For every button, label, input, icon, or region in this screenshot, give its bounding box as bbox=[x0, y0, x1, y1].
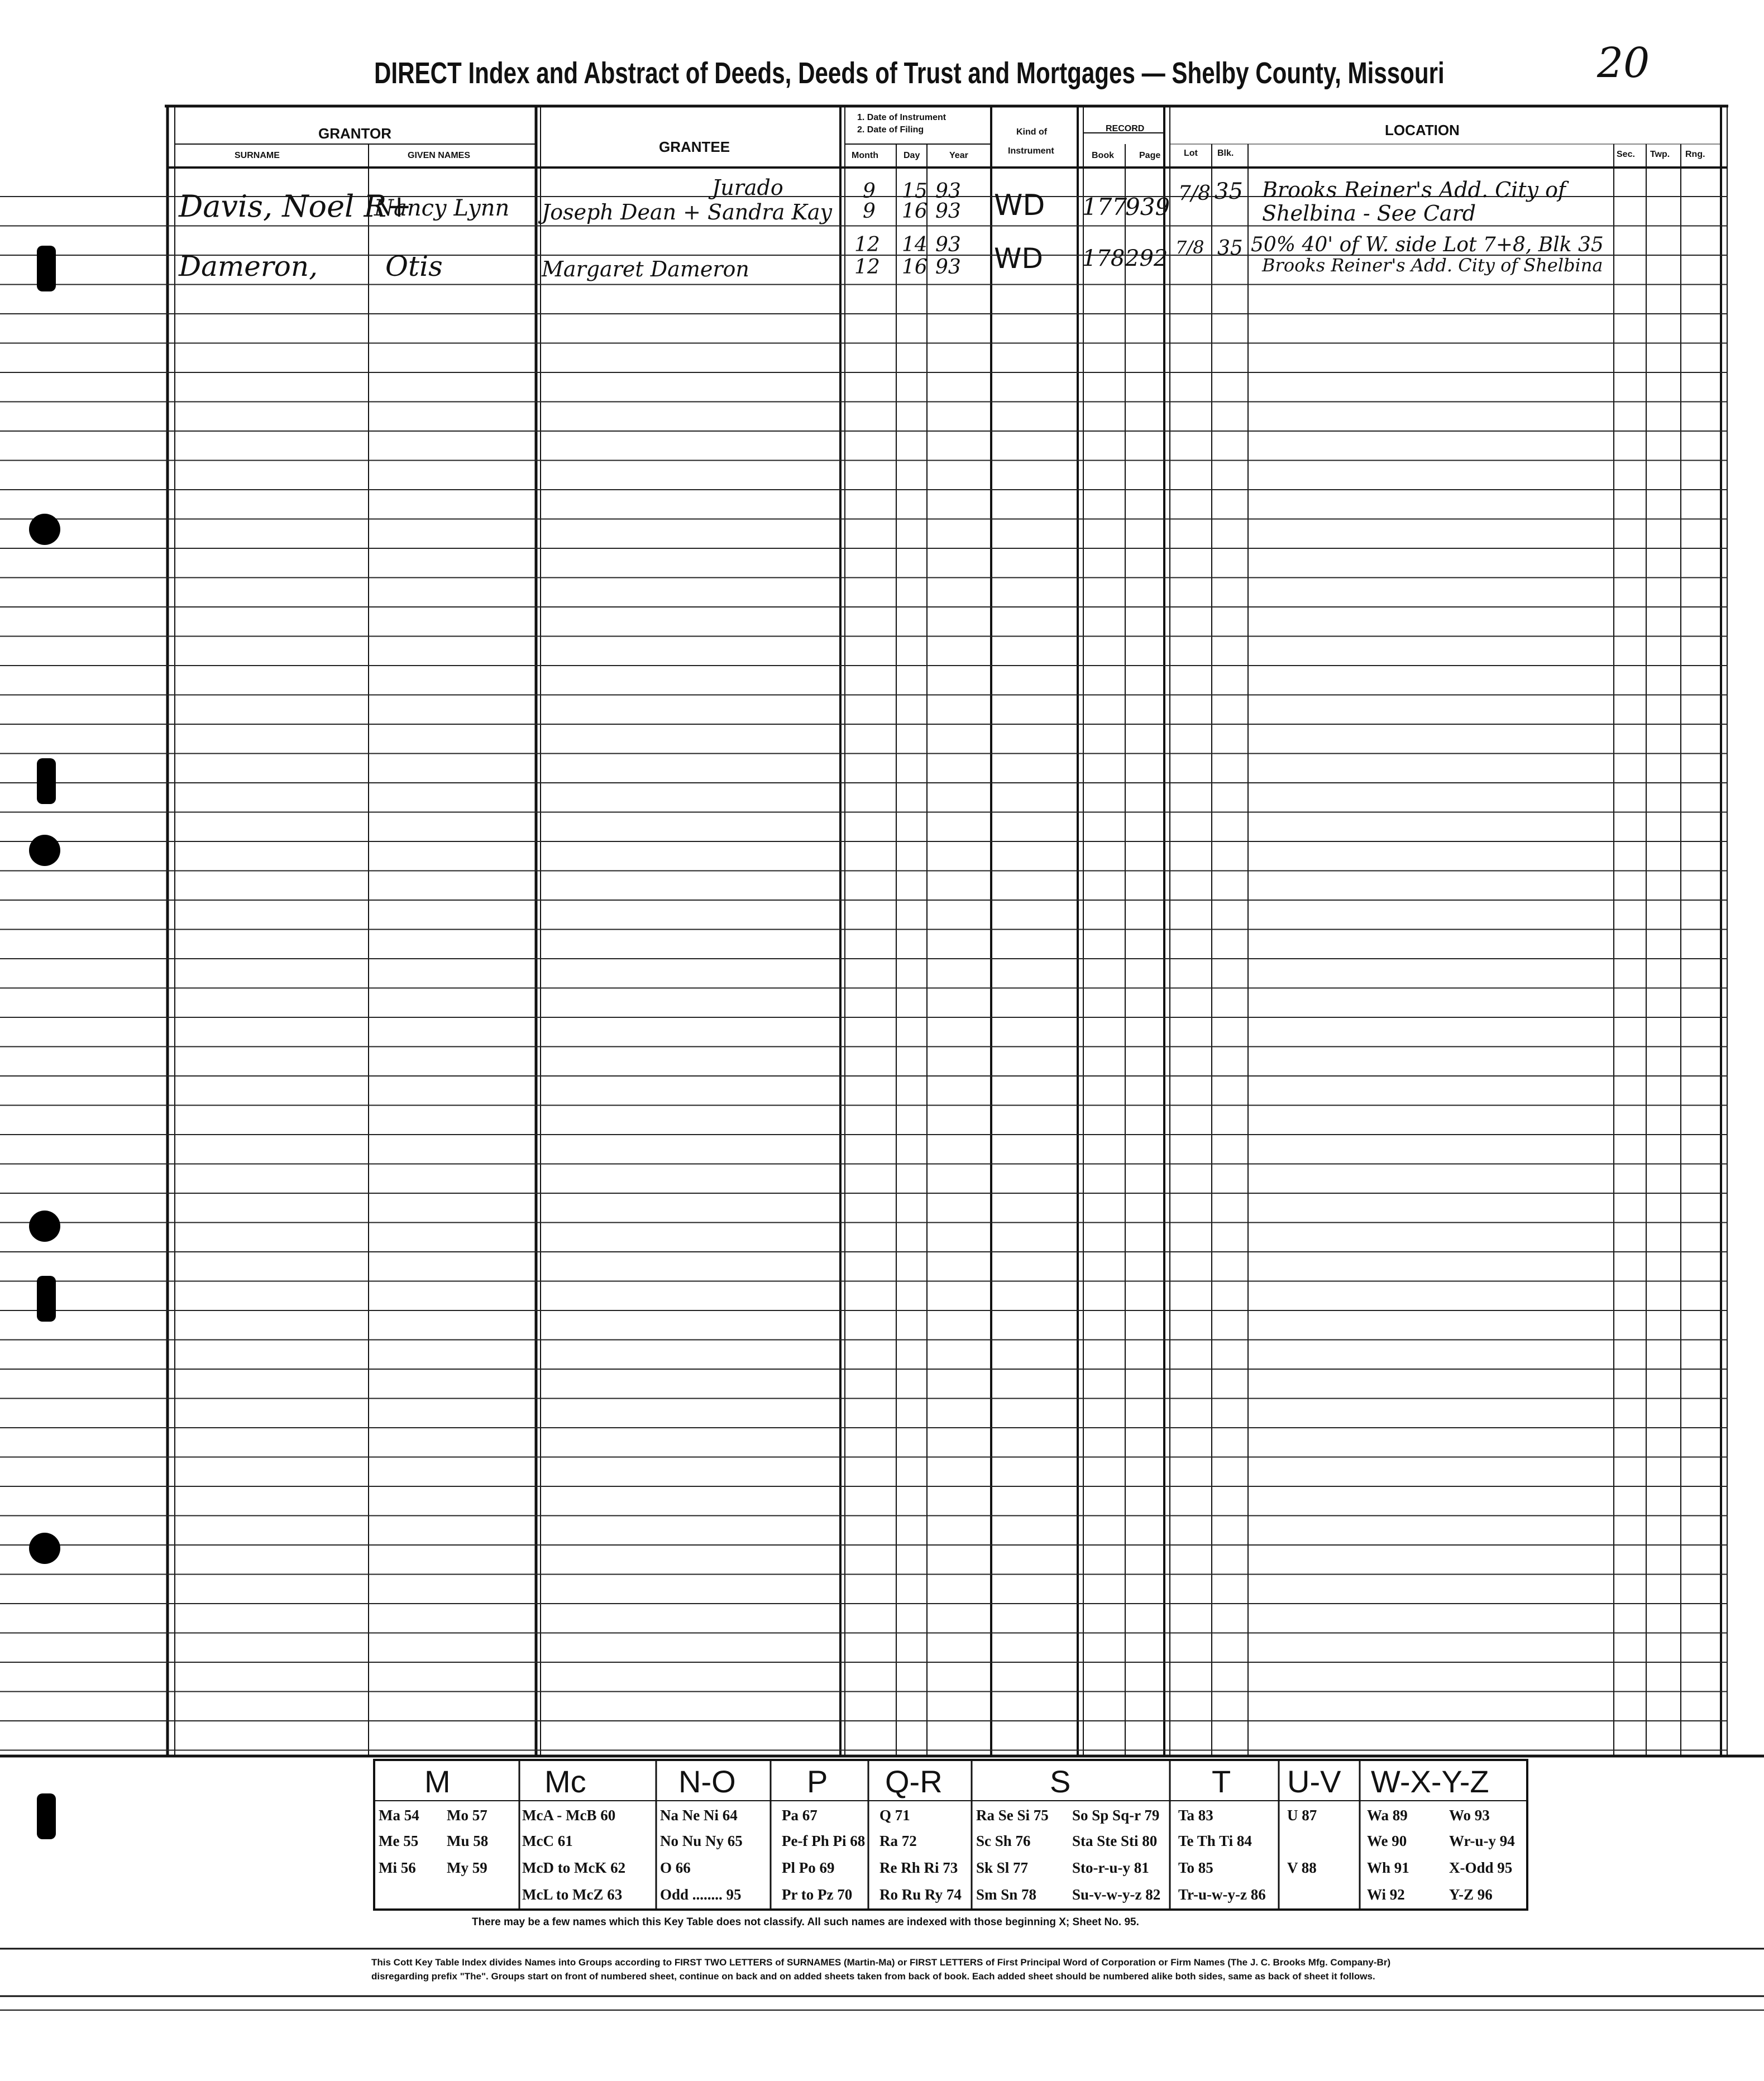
key-table-cell: Sm Sn 78 bbox=[976, 1886, 1037, 1903]
entry-day-instrument: 15 bbox=[902, 180, 928, 203]
key-letter-group: N-O bbox=[678, 1764, 736, 1799]
key-table-cell: Mo 57 bbox=[447, 1807, 487, 1824]
footer-line-1: This Cott Key Table Index divides Names into Groups according to FIRST TWO LETTERS of SURNAMES (Martin-Ma) or FIRST LETTERS of First Principal Word of Corporation or Firm Names (The J. C. Brooks Mfg. Company-Br) bbox=[371, 1957, 1391, 1968]
key-table-note: There may be a few names which this Key Table does not classify. All such names are indexed with those beginning X; Sheet No. 95. bbox=[472, 1916, 1139, 1928]
key-table-cell: Mu 58 bbox=[447, 1833, 489, 1849]
binder-hole bbox=[37, 758, 56, 804]
key-table-cell: Pe-f Ph Pi 68 bbox=[782, 1833, 866, 1849]
binder-hole bbox=[37, 246, 56, 291]
header-record: RECORD bbox=[1106, 124, 1145, 133]
entry-grantee: Joseph Dean + Sandra Kay bbox=[542, 200, 832, 224]
entry-page: 292 bbox=[1125, 246, 1168, 271]
entry-year-filing: 93 bbox=[935, 200, 961, 223]
key-table-cell: U 87 bbox=[1287, 1807, 1317, 1824]
key-table-cell: Ma 54 bbox=[379, 1807, 419, 1824]
key-table-cell: McD to McK 62 bbox=[522, 1859, 626, 1876]
key-letter-group: S bbox=[1050, 1764, 1071, 1799]
entry-surname: Dameron, bbox=[179, 250, 318, 283]
header-year: Year bbox=[949, 151, 968, 160]
key-table-cell: Wi 92 bbox=[1367, 1886, 1405, 1903]
header-blk: Blk. bbox=[1217, 149, 1234, 158]
key-table-cell: Sk Sl 77 bbox=[976, 1859, 1029, 1876]
entry-location-line1: Brooks Reiner's Add. City of bbox=[1262, 178, 1566, 202]
header-day: Day bbox=[903, 151, 920, 160]
header-given-names: GIVEN NAMES bbox=[408, 151, 471, 160]
entry-year-instrument: 93 bbox=[935, 180, 961, 203]
key-letter-group: U-V bbox=[1287, 1764, 1341, 1799]
entry-kind: WD bbox=[994, 189, 1045, 222]
key-table-cell: McA - McB 60 bbox=[522, 1807, 616, 1824]
header-date-filing: 2. Date of Filing bbox=[857, 125, 924, 135]
page-title: DIRECT Index and Abstract of Deeds, Deeds of Trust and Mortgages — Shelby County, Missouri bbox=[374, 56, 1445, 90]
entry-book: 177 bbox=[1082, 193, 1127, 221]
entry-month-instrument: 12 bbox=[854, 233, 880, 256]
entry-day-instrument: 14 bbox=[902, 233, 928, 256]
key-table-cell: Wa 89 bbox=[1367, 1807, 1408, 1824]
binder-hole bbox=[29, 1211, 60, 1242]
key-table-cell: Sc Sh 76 bbox=[976, 1833, 1031, 1849]
entry-lot: 7/8 bbox=[1178, 182, 1211, 205]
binder-hole bbox=[29, 1533, 60, 1564]
key-table-cell: Odd ........ 95 bbox=[660, 1886, 742, 1903]
key-table-cell: My 59 bbox=[447, 1859, 487, 1876]
key-letter-group: T bbox=[1212, 1764, 1231, 1799]
key-table-cell: No Nu Ny 65 bbox=[660, 1833, 743, 1849]
key-table-cell: Me 55 bbox=[379, 1833, 419, 1849]
entry-month-instrument: 9 bbox=[863, 180, 876, 203]
header-twp: Twp. bbox=[1650, 150, 1670, 159]
key-table-cell: Pl Po 69 bbox=[782, 1859, 835, 1876]
header-grantee: GRANTEE bbox=[659, 138, 730, 155]
entry-given-names: Otis bbox=[385, 250, 443, 283]
key-letter-group: Mc bbox=[544, 1764, 586, 1799]
key-table-cell: Mi 56 bbox=[379, 1859, 416, 1876]
key-table-cell: Y-Z 96 bbox=[1449, 1886, 1493, 1903]
entry-day-filing: 16 bbox=[902, 256, 928, 279]
key-table-cell: O 66 bbox=[660, 1859, 691, 1876]
binder-hole bbox=[29, 835, 60, 866]
key-table-cell: McC 61 bbox=[522, 1833, 573, 1849]
key-table-cell: We 90 bbox=[1367, 1833, 1407, 1849]
header-grantor: GRANTOR bbox=[318, 125, 391, 142]
header-page: Page bbox=[1139, 151, 1161, 160]
entry-grantee-extra: Jurado bbox=[712, 175, 783, 200]
entry-location-line2: Brooks Reiner's Add. City of Shelbina bbox=[1262, 255, 1603, 276]
key-table-cell: Q 71 bbox=[879, 1807, 910, 1824]
header-instrument: Instrument bbox=[1008, 146, 1054, 156]
entry-lot: 7/8 bbox=[1175, 237, 1204, 258]
entry-surname: Davis, Noel R+ bbox=[179, 189, 412, 224]
key-table-cell: McL to McZ 63 bbox=[522, 1886, 623, 1903]
key-table-cell: V 88 bbox=[1287, 1859, 1317, 1876]
header-lot: Lot bbox=[1184, 149, 1198, 158]
key-table-cell: So Sp Sq-r 79 bbox=[1072, 1807, 1160, 1824]
page-number: 20 bbox=[1597, 39, 1650, 87]
key-table-cell: Ra Se Si 75 bbox=[976, 1807, 1049, 1824]
entry-year-filing: 93 bbox=[935, 256, 961, 279]
key-table-cell: X-Odd 95 bbox=[1449, 1859, 1513, 1876]
entry-month-filing: 9 bbox=[863, 200, 876, 223]
key-table-cell: Wo 93 bbox=[1449, 1807, 1490, 1824]
key-table-cell: Pr to Pz 70 bbox=[782, 1886, 853, 1903]
key-letter-group: P bbox=[807, 1764, 828, 1799]
header-location: LOCATION bbox=[1385, 122, 1460, 138]
key-letter-group: M bbox=[424, 1764, 451, 1799]
key-table-cell: Pa 67 bbox=[782, 1807, 818, 1824]
key-table-cell: Ra 72 bbox=[879, 1833, 917, 1849]
header-rng: Rng. bbox=[1685, 150, 1705, 159]
header-month: Month bbox=[852, 151, 878, 160]
binder-hole bbox=[29, 514, 60, 545]
key-table-cell: Na Ne Ni 64 bbox=[660, 1807, 738, 1824]
key-table-cell: Wh 91 bbox=[1367, 1859, 1409, 1876]
key-table-cell: Wr-u-y 94 bbox=[1449, 1833, 1515, 1849]
header-sec: Sec. bbox=[1617, 150, 1635, 159]
key-table-cell: Ta 83 bbox=[1178, 1807, 1213, 1824]
key-table-cell: Tr-u-w-y-z 86 bbox=[1178, 1886, 1266, 1903]
entry-day-filing: 16 bbox=[902, 200, 928, 223]
key-letter-group: W-X-Y-Z bbox=[1371, 1764, 1489, 1799]
entry-location-line2: Shelbina - See Card bbox=[1262, 201, 1476, 226]
binder-hole bbox=[37, 1276, 56, 1322]
key-table-cell: Sto-r-u-y 81 bbox=[1072, 1859, 1149, 1876]
header-kind-of: Kind of bbox=[1016, 127, 1048, 137]
binder-hole bbox=[37, 1793, 56, 1839]
entry-year-instrument: 93 bbox=[935, 233, 961, 256]
entry-book: 178 bbox=[1082, 246, 1125, 271]
entry-kind: WD bbox=[994, 242, 1043, 275]
key-letter-group: Q-R bbox=[885, 1764, 943, 1799]
header-book: Book bbox=[1092, 151, 1114, 160]
header-date-instrument: 1. Date of Instrument bbox=[857, 113, 946, 122]
entry-page: 939 bbox=[1125, 193, 1170, 221]
entry-given-names: Nancy Lynn bbox=[374, 195, 510, 221]
key-table-cell: To 85 bbox=[1178, 1859, 1213, 1876]
footer-line-2: disregarding prefix "The". Groups start on front of numbered sheet, continue on back and on added sheets taken from back of book. Each added sheet should be numbered alike both sides, same as back of sheet it follows. bbox=[371, 1971, 1375, 1982]
key-table-cell: Su-v-w-y-z 82 bbox=[1072, 1886, 1161, 1903]
key-table-cell: Ro Ru Ry 74 bbox=[879, 1886, 962, 1903]
entry-location-line1: 50% 40' of W. side Lot 7+8, Blk 35 bbox=[1251, 233, 1604, 256]
key-table-cell: Re Rh Ri 73 bbox=[879, 1859, 958, 1876]
key-table-cell: Sta Ste Sti 80 bbox=[1072, 1833, 1158, 1849]
entry-grantee: Margaret Dameron bbox=[542, 257, 749, 281]
entry-blk: 35 bbox=[1217, 237, 1243, 260]
header-surname: SURNAME bbox=[235, 151, 280, 160]
entry-month-filing: 12 bbox=[854, 256, 880, 279]
entry-blk: 35 bbox=[1215, 179, 1243, 204]
key-table-cell: Te Th Ti 84 bbox=[1178, 1833, 1252, 1849]
